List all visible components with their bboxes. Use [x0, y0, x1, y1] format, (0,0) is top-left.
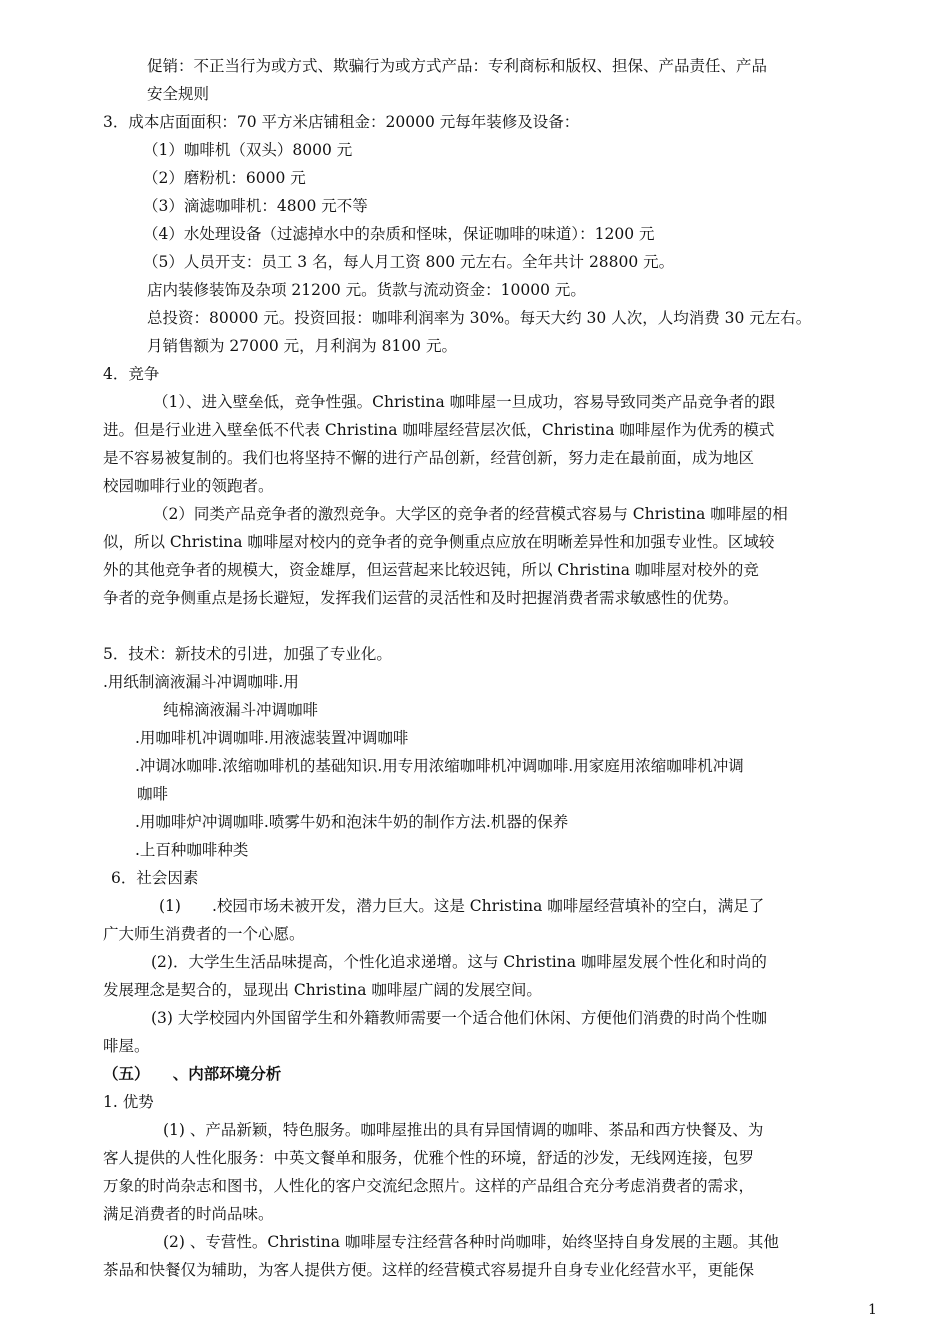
list-item: 咖啡	[137, 785, 169, 803]
list-item: （3）滴滤咖啡机：4800 元不等	[143, 197, 368, 215]
paragraph-line: 茶品和快餐仅为辅助，为客人提供方便。这样的经营模式容易提升自身专业化经营水平，更能保	[103, 1261, 755, 1279]
paragraph-line: 广大师生消费者的一个心愿。	[103, 925, 305, 943]
list-item: （5）人员开支：员工 3 名，每人月工资 800 元左右。全年共计 28800 元。	[143, 253, 675, 271]
paragraph-line: 外的其他竞争者的规模大，资金雄厚，但运营起来比较迟钝，所以 Christina 咖啡屋对校外的竞	[103, 561, 759, 579]
paragraph-line: 似，所以 Christina 咖啡屋对校内的竞争者的竞争侧重点应放在明晰差异性和加强专业性。区域较	[103, 533, 775, 551]
paragraph-line: 进。但是行业进入壁垒低不代表 Christina 咖啡屋经营层次低，Christina 咖啡屋作为优秀的模式	[103, 421, 775, 439]
section-heading: 1. 优势	[103, 1093, 154, 1111]
text-line: 月销售额为 27000 元，月利润为 8100 元。	[147, 337, 457, 355]
paragraph-line: 争者的竞争侧重点是扬长避短，发挥我们运营的灵活性和及时把握消费者需求敏感性的优势。	[103, 589, 739, 607]
chapter-heading: （五） 、内部环境分析	[103, 1065, 282, 1083]
paragraph-line: 啡屋。	[103, 1037, 150, 1055]
paragraph-line: (1) .校园市场未被开发，潜力巨大。这是 Christina 咖啡屋经营填补的空白，满足了	[159, 897, 765, 915]
text-line: 促销：不正当行为或方式、欺骗行为或方式产品：专利商标和版权、担保、产品责任、产品	[147, 57, 768, 75]
paragraph-line: （2）同类产品竞争者的激烈竞争。大学区的竞争者的经营模式容易与 Christina 咖啡屋的相	[153, 505, 788, 523]
section-heading: 6．社会因素	[111, 869, 199, 887]
paragraph-line: 是不容易被复制的。我们也将坚持不懈的进行产品创新，经营创新，努力走在最前面，成为地区	[103, 449, 755, 467]
section-heading: 5．技术：新技术的引进，加强了专业化。	[103, 645, 392, 663]
text-line: 店内装修装饰及杂项 21200 元。货款与流动资金：10000 元。	[147, 281, 586, 299]
paragraph-line: 发展理念是契合的，显现出 Christina 咖啡屋广阔的发展空间。	[103, 981, 542, 999]
list-item: .用咖啡机冲调咖啡.用液滤装置冲调咖啡	[135, 729, 409, 747]
paragraph-line: (1) 、产品新颖，特色服务。咖啡屋推出的具有异国情调的咖啡、茶品和西方快餐及、为	[163, 1121, 764, 1139]
paragraph-line: 万象的时尚杂志和图书，人性化的客户交流纪念照片。这样的产品组合充分考虑消费者的需求，	[103, 1177, 755, 1195]
list-item: .用咖啡炉冲调咖啡.喷雾牛奶和泡沫牛奶的制作方法.机器的保养	[135, 813, 569, 831]
list-item: .上百种咖啡种类	[135, 841, 249, 859]
paragraph-line: 客人提供的人性化服务：中英文餐单和服务，优雅个性的环境，舒适的沙发，无线网连接，包罗	[103, 1149, 755, 1167]
list-item: （4）水处理设备（过滤掉水中的杂质和怪味，保证咖啡的味道）：1200 元	[143, 225, 655, 243]
list-item: 纯棉滴液漏斗冲调咖啡	[163, 701, 319, 719]
list-item: .冲调冰咖啡.浓缩咖啡机的基础知识.用专用浓缩咖啡机冲调咖啡.用家庭用浓缩咖啡机冲调	[135, 757, 744, 775]
paragraph-line: 满足消费者的时尚品味。	[103, 1205, 274, 1223]
section-heading: 4．竞争	[103, 365, 160, 383]
list-item: .用纸制滴液漏斗冲调咖啡.用	[103, 673, 299, 691]
paragraph-line: (2) 、专营性。Christina 咖啡屋专注经营各种时尚咖啡，始终坚持自身发展的主题。其他	[163, 1233, 779, 1251]
paragraph-line: (2)．大学生生活品味提高，个性化追求递增。这与 Christina 咖啡屋发展个性化和时尚的	[151, 953, 767, 971]
section-heading: 3．成本店面面积：70 平方米店铺租金：20000 元每年装修及设备：	[103, 113, 580, 131]
text-line: 安全规则	[147, 85, 210, 103]
text-line: 总投资：80000 元。投资回报：咖啡利润率为 30%。每天大约 30 人次，人均消费 30 元左右。	[147, 309, 812, 327]
paragraph-line: （1）、进入壁垒低，竞争性强。Christina 咖啡屋一旦成功，容易导致同类产品竞争者的跟	[153, 393, 776, 411]
paragraph-line: (3) 大学校园内外国留学生和外籍教师需要一个适合他们休闲、方便他们消费的时尚个性咖	[151, 1009, 767, 1027]
page-number: 1	[868, 1302, 877, 1318]
paragraph-line: 校园咖啡行业的领跑者。	[103, 477, 274, 495]
list-item: （2）磨粉机：6000 元	[143, 169, 306, 187]
list-item: （1）咖啡机（双头）8000 元	[143, 141, 353, 159]
